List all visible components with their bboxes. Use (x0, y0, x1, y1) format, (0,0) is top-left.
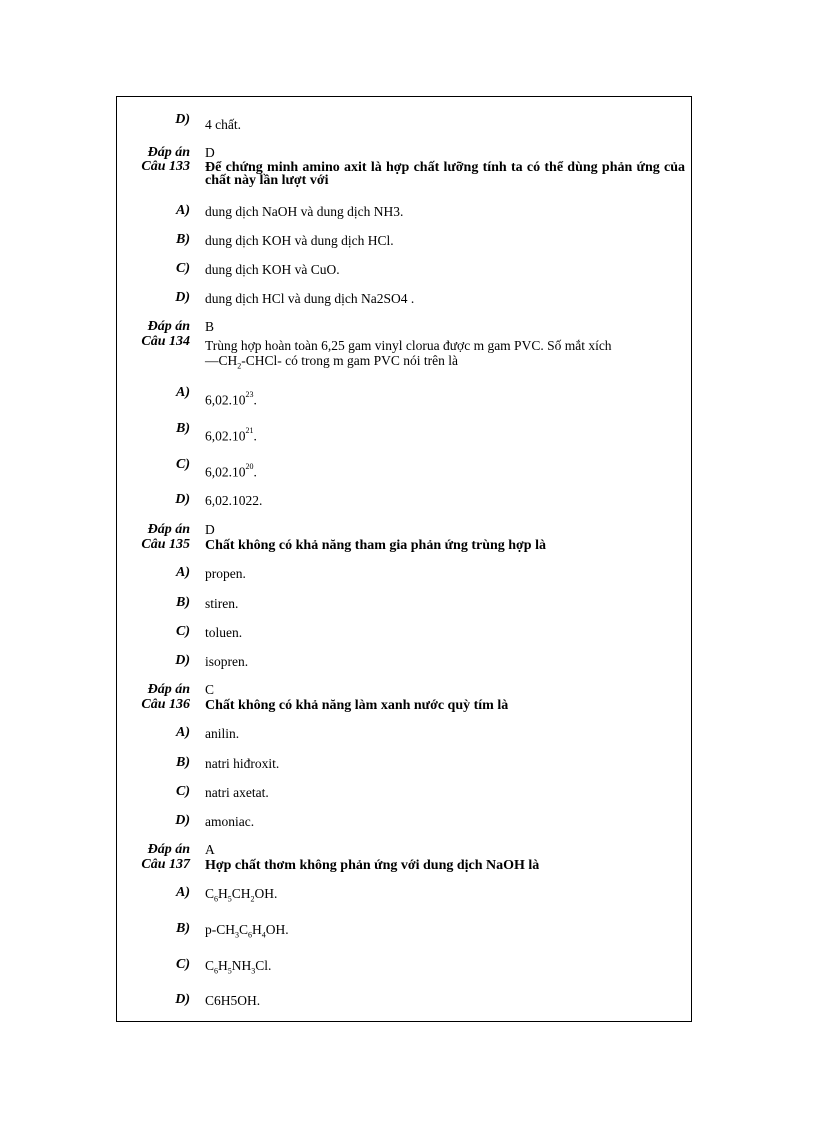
page-frame (116, 96, 692, 1022)
answer-value: D (205, 522, 215, 537)
option-text: dung dịch NaOH và dung dịch NH3. (205, 204, 404, 219)
option-letter: C) (176, 457, 190, 472)
option-letter: D) (175, 653, 190, 668)
option-letter: B) (176, 921, 190, 936)
question-number: Câu 137 (141, 857, 190, 872)
answer-label: Đáp án (147, 682, 190, 697)
option-letter: A) (176, 565, 190, 580)
question-number: Câu 136 (141, 697, 190, 712)
option-text: $p-CH_3C_6H_4OH$. (205, 922, 289, 940)
option-text: stiren. (205, 596, 239, 611)
answer-value: B (205, 319, 215, 334)
question-text: Chất không có khả năng làm xanh nước quỳ tím là (205, 698, 509, 713)
option-letter: B) (176, 595, 190, 610)
option-text: anilin. (205, 726, 240, 741)
option-letter: C) (176, 957, 190, 972)
option-letter: B) (176, 232, 190, 247)
option-text: propen. (205, 566, 246, 581)
question-number: Câu 133 (141, 159, 190, 174)
question-text-line1: Trùng hợp hoàn toàn 6,25 gam vinyl clorua được m gam PVC. Số mắt xích (205, 338, 612, 353)
option-letter: B) (176, 421, 190, 436)
option-letter: A) (176, 385, 190, 400)
answer-value: A (205, 842, 215, 857)
option-letter: A) (176, 725, 190, 740)
option-text: natri hiđroxit. (205, 756, 280, 771)
option-text: dung dịch KOH và CuO. (205, 262, 340, 277)
option-text: natri axetat. (205, 785, 269, 800)
option-text: C6H5OH. (205, 993, 261, 1008)
option-letter: D) (175, 112, 190, 127)
answer-label: Đáp án (147, 319, 190, 334)
option-text: dung dịch HCl và dung dịch Na2SO4 . (205, 291, 415, 306)
option-text: $C_6H_5CH_2OH$. (205, 886, 278, 904)
answer-label: Đáp án (147, 842, 190, 857)
option-letter: A) (176, 203, 190, 218)
question-text: Hợp chất thơm không phản ứng với dung dịch NaOH là (205, 858, 540, 873)
option-letter: D) (175, 992, 190, 1007)
answer-value: D (205, 145, 215, 160)
answer-label: Đáp án (147, 145, 190, 160)
question-text-line2: $—CH_2-CHCl-$ có trong m gam PVC nói trên là (205, 353, 458, 371)
option-text: isopren. (205, 654, 249, 669)
question-text: Chất không có khả năng tham gia phản ứng trùng hợp là (205, 538, 546, 553)
option-text: dung dịch KOH và dung dịch HCl. (205, 233, 394, 248)
option-text: $C_6H_5NH_3Cl$. (205, 958, 272, 976)
option-letter: C) (176, 624, 190, 639)
option-letter: D) (175, 290, 190, 305)
option-text: 4 chất. (205, 117, 241, 132)
option-letter: D) (175, 492, 190, 507)
option-letter: D) (175, 813, 190, 828)
option-text: 6,02.10$^{20}$. (205, 462, 257, 480)
option-letter: C) (176, 261, 190, 276)
option-letter: C) (176, 784, 190, 799)
question-text: Để chứng minh amino axit là hợp chất lưỡng tính ta có thể dùng phản ứng của chất này lần lượt với (205, 160, 685, 188)
option-letter: B) (176, 755, 190, 770)
option-text: toluen. (205, 625, 243, 640)
question-number: Câu 134 (141, 334, 190, 349)
answer-value: C (205, 682, 215, 697)
option-text: 6,02.1022. (205, 493, 263, 508)
question-number: Câu 135 (141, 537, 190, 552)
option-letter: A) (176, 885, 190, 900)
option-text: amoniac. (205, 814, 255, 829)
answer-label: Đáp án (147, 522, 190, 537)
option-text: 6,02.10$^{21}$. (205, 426, 257, 444)
option-text: 6,02.10$^{23}$. (205, 390, 257, 408)
